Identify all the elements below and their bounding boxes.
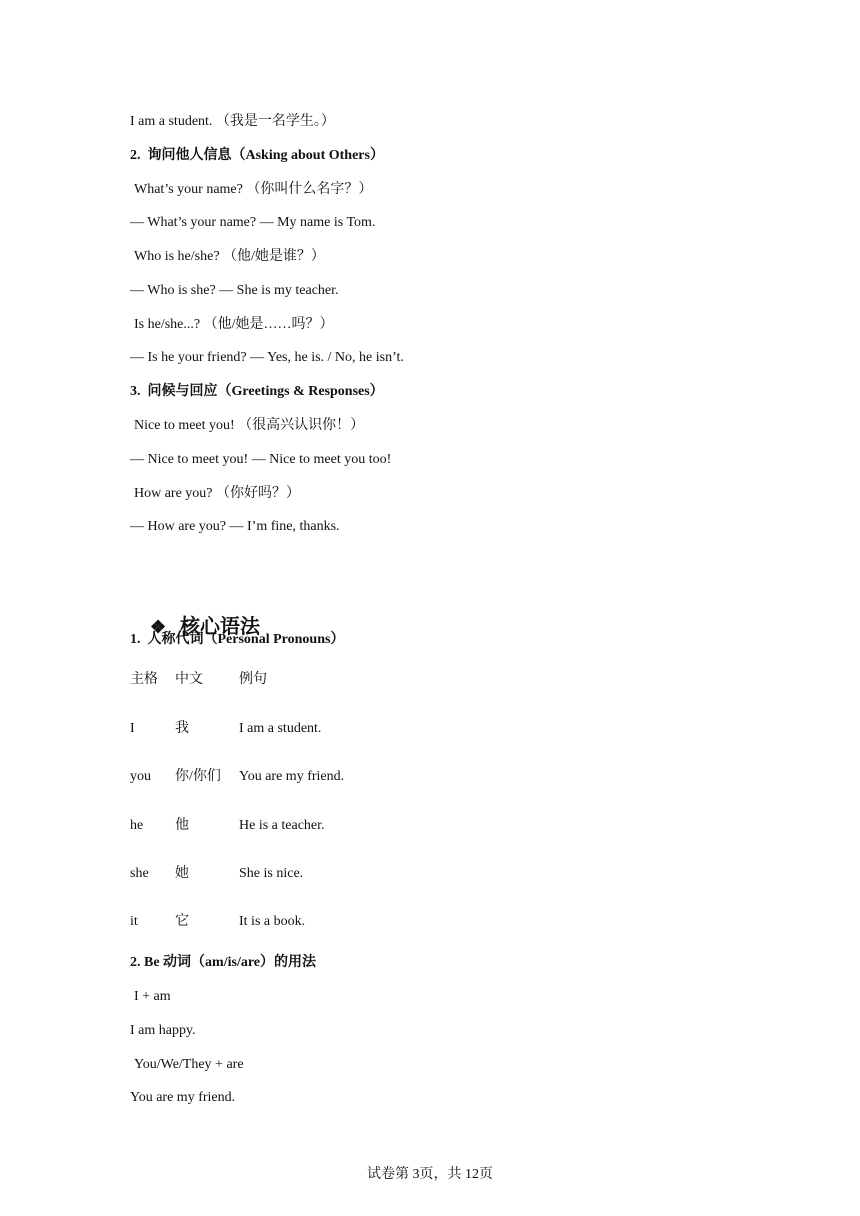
table-cell: 她 (175, 866, 189, 881)
table-cell: You are my friend. (239, 769, 345, 784)
table-cell: 我 (175, 721, 189, 736)
example-sentence: I am happy. (130, 1023, 196, 1038)
example-sentence: I am a student. （我是一名学生。） (130, 114, 335, 129)
table-cell: I am a student. (239, 721, 322, 736)
dialogue-line: — How are you? — I’m fine, thanks. (130, 519, 340, 534)
rule-line: You/We/They + are (134, 1057, 244, 1072)
dialogue-line: — What’s your name? — My name is Tom. (130, 215, 376, 230)
rule-line: I + am (134, 989, 171, 1004)
subheading-greetings: 3. 问候与回应（Greetings & Responses） (130, 384, 384, 399)
pattern-line: What’s your name? （你叫什么名字？） (134, 182, 373, 197)
table-cell: It is a book. (239, 914, 306, 929)
table-cell: He is a teacher. (239, 818, 325, 833)
subheading-personal-pronouns: 1. 人称代词（Personal Pronouns） (130, 632, 345, 647)
table-cell: he (130, 818, 144, 833)
pattern-line: Nice to meet you! （很高兴认识你！） (134, 418, 365, 433)
table-header: 主格 (130, 672, 158, 687)
section-title: 核心语法 (180, 616, 260, 638)
example-sentence: You are my friend. (130, 1090, 236, 1105)
table-cell: she (130, 866, 149, 881)
table-header: 例句 (239, 672, 267, 687)
subheading-be-verbs: 2. Be 动词（am/is/are）的用法 (130, 955, 317, 970)
pattern-line: Is he/she...? （他/她是……吗？） (134, 317, 334, 332)
dialogue-line: — Who is she? — She is my teacher. (130, 283, 339, 298)
table-header: 中文 (175, 672, 203, 687)
table-cell: 他 (175, 818, 189, 833)
table-cell: I (130, 721, 135, 736)
section-heading-core-grammar (130, 588, 260, 666)
diamond-bullet-icon: ❖ (150, 617, 167, 637)
dialogue-line: — Is he your friend? — Yes, he is. / No, he isn’t. (130, 350, 404, 365)
subheading-asking-about-others: 2. 询问他人信息（Asking about Others） (130, 148, 384, 163)
table-cell: it (130, 914, 138, 929)
table-cell: She is nice. (239, 866, 304, 881)
table-cell: you (130, 769, 151, 784)
pattern-line: How are you? （你好吗？） (134, 486, 301, 501)
pattern-line: Who is he/she? （他/她是谁？） (134, 249, 325, 264)
table-cell: 它 (175, 914, 189, 929)
page-footer: 试卷第 3页，共 12页 (367, 1167, 493, 1182)
table-cell: 你/你们 (175, 769, 221, 784)
dialogue-line: — Nice to meet you! — Nice to meet you too! (130, 452, 392, 467)
